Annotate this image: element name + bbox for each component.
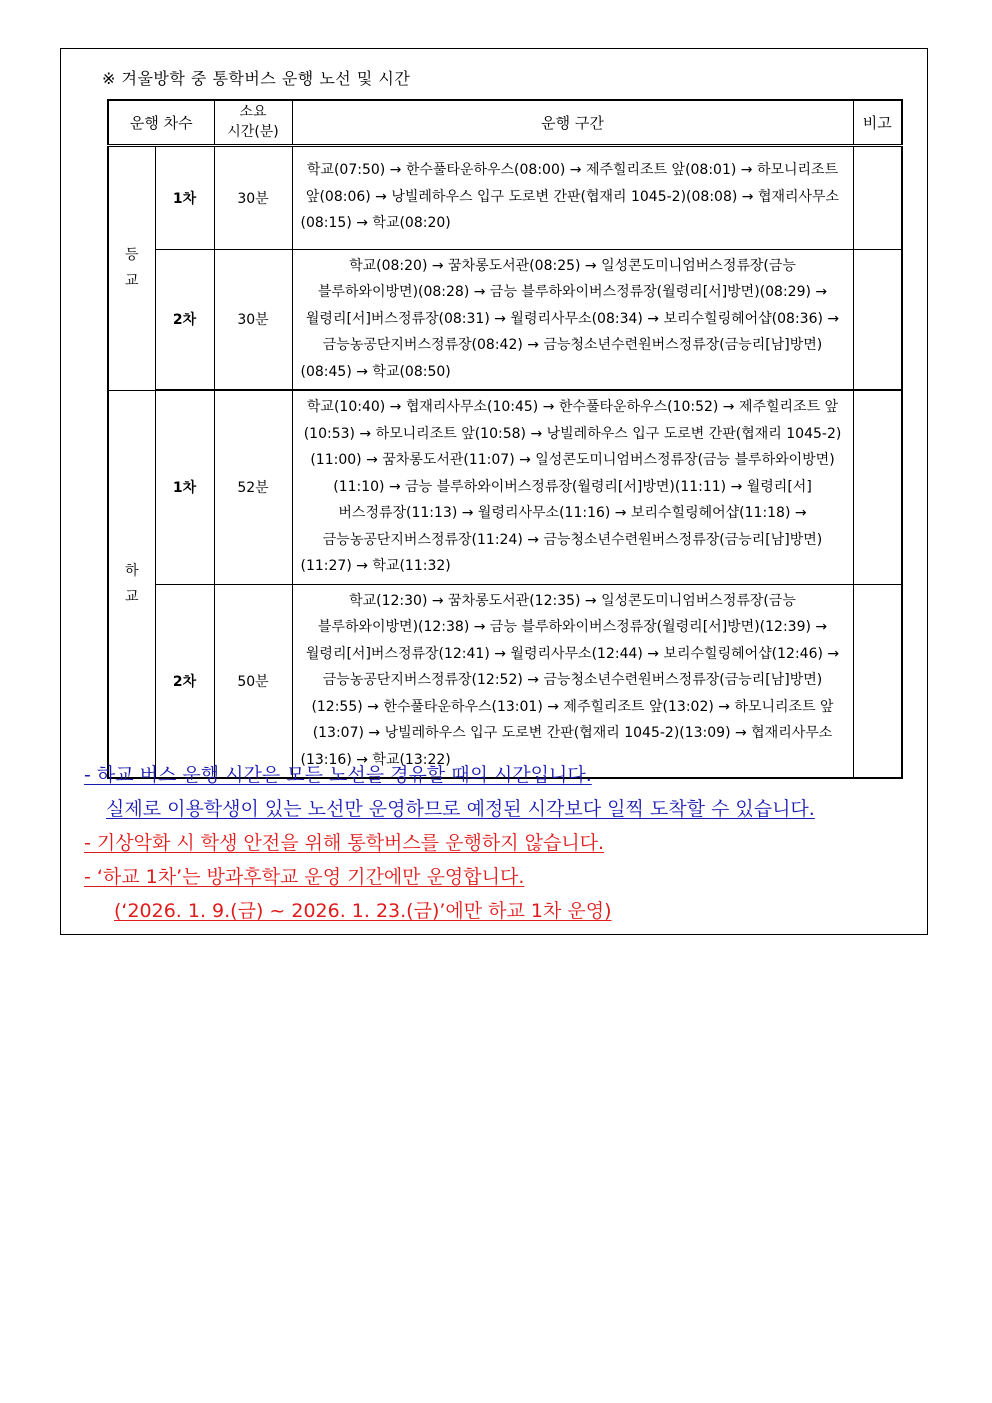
route-cell: 학교(07:50) → 한수풀타운하우스(08:00) → 제주힐리조트 앞(08:01) → 하모니리조트 앞(08:06) → 낭빌레하우스 입구 도로변 간판(협재리 1045-2)(08:08) → 협재리사무소(08:15) → 학교(08:20) [292, 145, 853, 249]
remarks-cell [853, 249, 902, 390]
remarks-cell [853, 145, 902, 249]
note-line-early-arrival [84, 792, 924, 826]
table-row [108, 249, 902, 390]
note-line-weather [84, 826, 924, 860]
duration-cell: 50분 [214, 584, 292, 778]
remarks-cell [853, 390, 902, 584]
group-label-text: 등 교 [124, 247, 139, 289]
note-line-period [84, 894, 924, 928]
note-line-afterschool [84, 860, 924, 894]
group-label-arrival [108, 145, 155, 390]
note-line-timing [84, 758, 924, 792]
table-header-row [108, 100, 902, 145]
bus-schedule-table [107, 99, 903, 779]
remarks-cell [853, 584, 902, 778]
note-text: - ‘하교 1차’는 방과후학교 운영 기간에만 운영합니다. [84, 866, 525, 888]
duration-cell: 30분 [214, 249, 292, 390]
round-cell: 1차 [155, 145, 214, 249]
header-round: 운행 차수 [108, 100, 214, 145]
route-cell: 학교(12:30) → 꿈차롱도서관(12:35) → 일성콘도미니엄버스정류장(금능 블루하와이방면)(12:38) → 금능 블루하와이버스정류장(월령리[서]방면)(12:39) → 월령리[서]버스정류장(12:41) → 월령리사무소(12:44) → 보리수힐링헤어샵(12:46) → 금능농공단지버스정류장(12:52) → 금능청소년수련원버스정류장(금능리[남]방면)(12:55) → 한수풀타운하우스(13:01) → 제주힐리조트 앞(13:02) → 하모니리조트 앞(13:07) → 낭빌레하우스 입구 도로변 간판(협재리 1045-2)(13:09) → 협재리사무소(13:16) → 학교(13:22) [292, 584, 853, 778]
header-duration [214, 100, 292, 145]
note-text: (‘2026. 1. 9.(금) ~ 2026. 1. 23.(금)’에만 하교 1차 운영) [114, 900, 612, 922]
note-text: 실제로 이용학생이 있는 노선만 운영하므로 예정된 시각보다 일찍 도착할 수 있습니다. [106, 798, 815, 820]
round-cell: 1차 [155, 390, 214, 584]
note-text: - 하교 버스 운행 시간은 모든 노선을 경유할 때의 시간입니다. [84, 764, 592, 786]
group-label-text: 하 교 [124, 562, 139, 605]
table-row [108, 145, 902, 249]
table-row [108, 390, 902, 584]
duration-cell: 52분 [214, 390, 292, 584]
duration-cell: 30분 [214, 145, 292, 249]
group-label-dismissal [108, 390, 155, 778]
note-text: - 기상악화 시 학생 안전을 위해 통학버스를 운행하지 않습니다. [84, 832, 605, 854]
header-remarks: 비고 [853, 100, 902, 145]
table-row [108, 584, 902, 778]
page-heading: ※ 겨울방학 중 통학버스 운행 노선 및 시간 [102, 69, 411, 88]
route-cell: 학교(10:40) → 협재리사무소(10:45) → 한수풀타운하우스(10:52) → 제주힐리조트 앞(10:53) → 하모니리조트 앞(10:58) → 낭빌레하우스 입구 도로변 간판(협재리 1045-2)(11:00) → 꿈차롱도서관(11:07) → 일성콘도미니엄버스정류장(금능 블루하와이방면)(11:10) → 금능 블루하와이버스정류장(월령리[서]방면)(11:11) → 월령리[서]버스정류장(11:13) → 월령리사무소(11:16) → 보리수힐링헤어샵(11:18) → 금능농공단지버스정류장(11:24) → 금능청소년수련원버스정류장(금능리[남]방면)(11:27) → 학교(11:32) [292, 390, 853, 584]
header-route: 운행 구간 [292, 100, 853, 145]
round-cell: 2차 [155, 249, 214, 390]
round-cell: 2차 [155, 584, 214, 778]
header-duration-text: 소요 시간(분) [227, 104, 279, 141]
route-cell: 학교(08:20) → 꿈차롱도서관(08:25) → 일성콘도미니엄버스정류장(금능 블루하와이방면)(08:28) → 금능 블루하와이버스정류장(월령리[서]방면)(08:29) → 월령리[서]버스정류장(08:31) → 월령리사무소(08:34) → 보리수힐링헤어샵(08:36) → 금능농공단지버스정류장(08:42) → 금능청소년수련원버스정류장(금능리[남]방면)(08:45) → 학교(08:50) [292, 249, 853, 390]
notes-section [84, 758, 924, 928]
